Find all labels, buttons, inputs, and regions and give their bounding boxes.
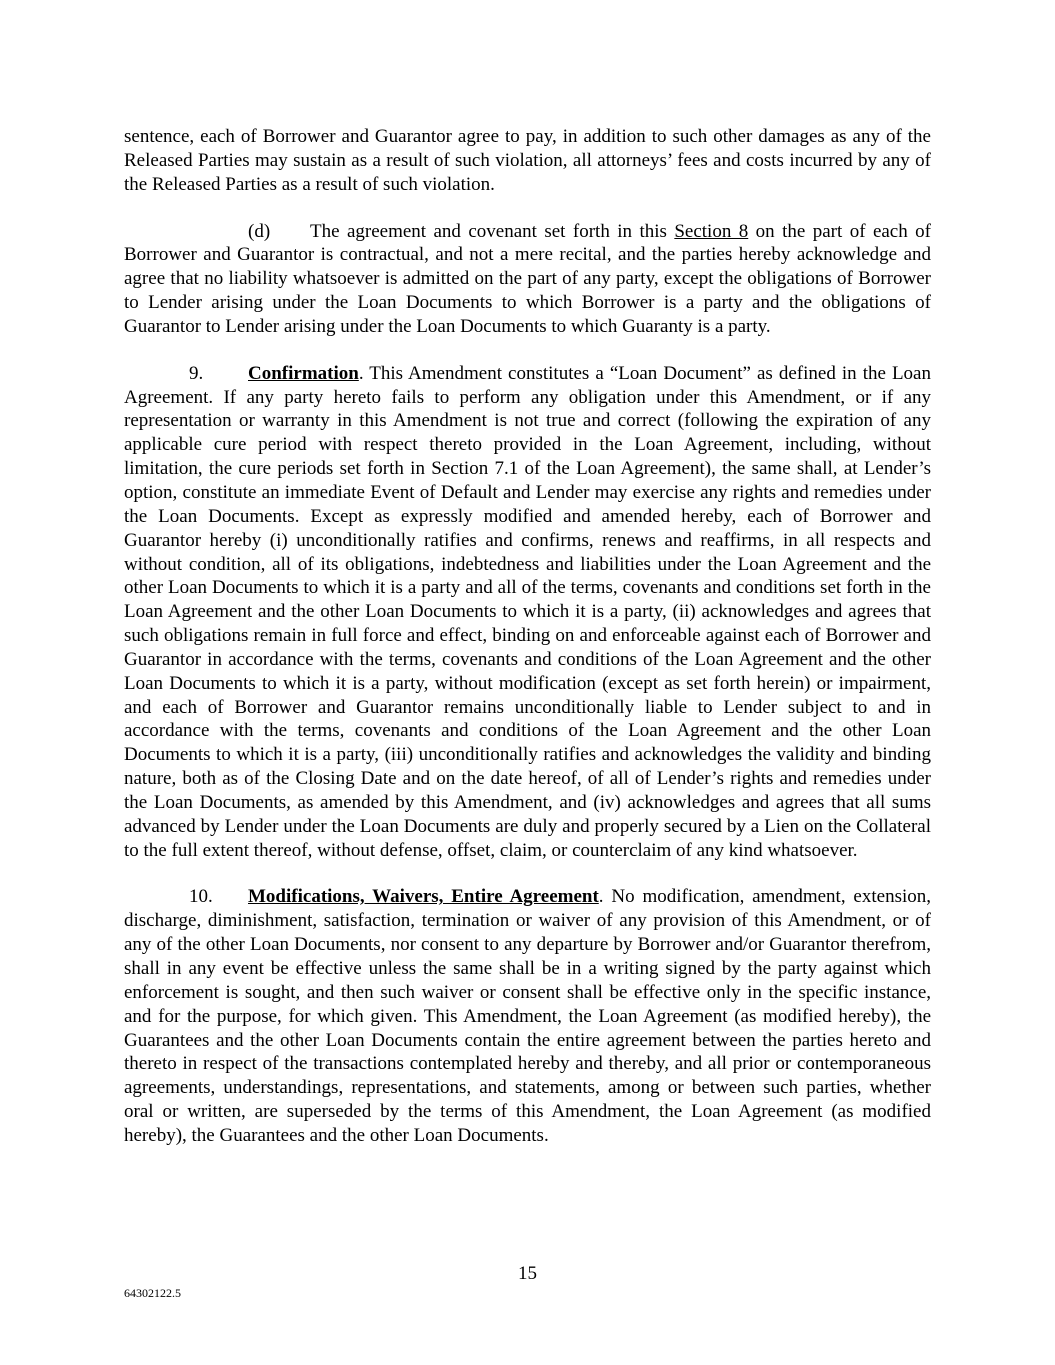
section-10 xyxy=(124,885,931,1147)
section-10-heading: Modifications, Waivers, Entire Agreement xyxy=(248,886,599,908)
page-number: 15 xyxy=(518,1263,537,1284)
paragraph-continuation xyxy=(124,125,931,197)
paragraph-d xyxy=(124,220,931,339)
paragraph-d-label: (d) xyxy=(248,220,271,242)
document-page xyxy=(124,125,931,1171)
paragraph-d-text-before: The agreement and covenant set forth in this xyxy=(310,220,675,242)
section-10-number: 10. xyxy=(189,886,213,908)
document-id: 64302122.5 xyxy=(124,1286,181,1300)
section-9-heading: Confirmation xyxy=(248,362,359,384)
paragraph-d-text-after: on the part of each of Borrower and Guarantor is contractual, and not a mere recital, and the parties hereby acknowledge and agree that no liability whatsoever is admitted on the part of any party, except the obligations of Borrower to Lender arising under the Loan Documents to which Borrower is a party and the obligations of Guarantor to Lender arising under the Loan Documents to which Guaranty is a party. xyxy=(124,220,931,337)
section-9-body: . This Amendment constitutes a “Loan Document” as defined in the Loan Agreement. If any party hereto fails to perform any obligation under this Amendment, or if any representation or warranty in this Amendment is not true and correct (following the expiration of any applicable cure period with respect thereto provided in the Loan Agreement, including, without limitation, the cure periods set forth in Section 7.1 of the Loan Agreement), the same shall, at Lender’s option, constitute an immediate Event of Default and Lender may exercise any rights and remedies under the Loan Documents. Except as expressly modified and amended hereby, each of Borrower and Guarantor hereby (i) unconditionally ratifies and confirms, renews and reaffirms, in all respects and without condition, all of its obligations, indebtedness and liabilities under the Loan Agreement and the other Loan Documents to which it is a party and all of the terms, covenants and conditions set forth in the Loan Agreement and the other Loan Documents to which it is a party, (ii) acknowledges and agrees that such obligations remain in full force and effect, binding on and enforceable against each of Borrower and Guarantor in accordance with the terms, covenants and conditions of the Loan Agreement and the other Loan Documents to which it is a party, without modification (except as set forth herein) or impairment, and each of Borrower and Guarantor remains unconditionally liable to Lender subject to and in accordance with the terms, covenants and conditions of the Loan Agreement and the other Loan Documents to which it is a party, (iii) unconditionally ratifies and acknowledges the validity and binding nature, both as of the Closing Date and on the date hereof, of all of Lender’s rights and remedies under the Loan Documents, as amended by this Amendment, and (iv) acknowledges and agrees that all sums advanced by Lender under the Loan Documents are duly and properly secured by a Lien on the Collateral to the full extent thereof, without defense, offset, claim, or counterclaim of any kind whatsoever. xyxy=(124,362,931,861)
paragraph-continuation-text: sentence, each of Borrower and Guarantor agree to pay, in addition to such other damages as any of the Released Parties may sustain as a result of such violation, all attorneys’ fees and costs incurred by any of the Released Parties as a result of such violation. xyxy=(124,126,931,195)
section-9 xyxy=(124,362,931,863)
section-9-number: 9. xyxy=(189,362,204,384)
section-8-reference: Section 8 xyxy=(674,220,749,242)
section-10-body: . No modification, amendment, extension, discharge, diminishment, satisfaction, termination or waiver of any provision of this Amendment, or of any of the other Loan Documents, nor consent to any departure by Borrower and/or Guarantor therefrom, shall in any event be effective unless the same shall be in a writing signed by the party against which enforcement is sought, and then such waiver or consent shall be effective only in the specific instance, and for the purpose, for which given. This Amendment, the Loan Agreement (as modified hereby), the Guarantees and the other Loan Documents contain the entire agreement between the parties hereto and thereto in respect of the transactions contemplated hereby and thereby, and all prior or contemporaneous agreements, understandings, representations, and statements, among or between such parties, whether oral or written, are superseded by the terms of this Amendment, the Loan Agreement (as modified hereby), the Guarantees and the other Loan Documents. xyxy=(124,886,931,1146)
